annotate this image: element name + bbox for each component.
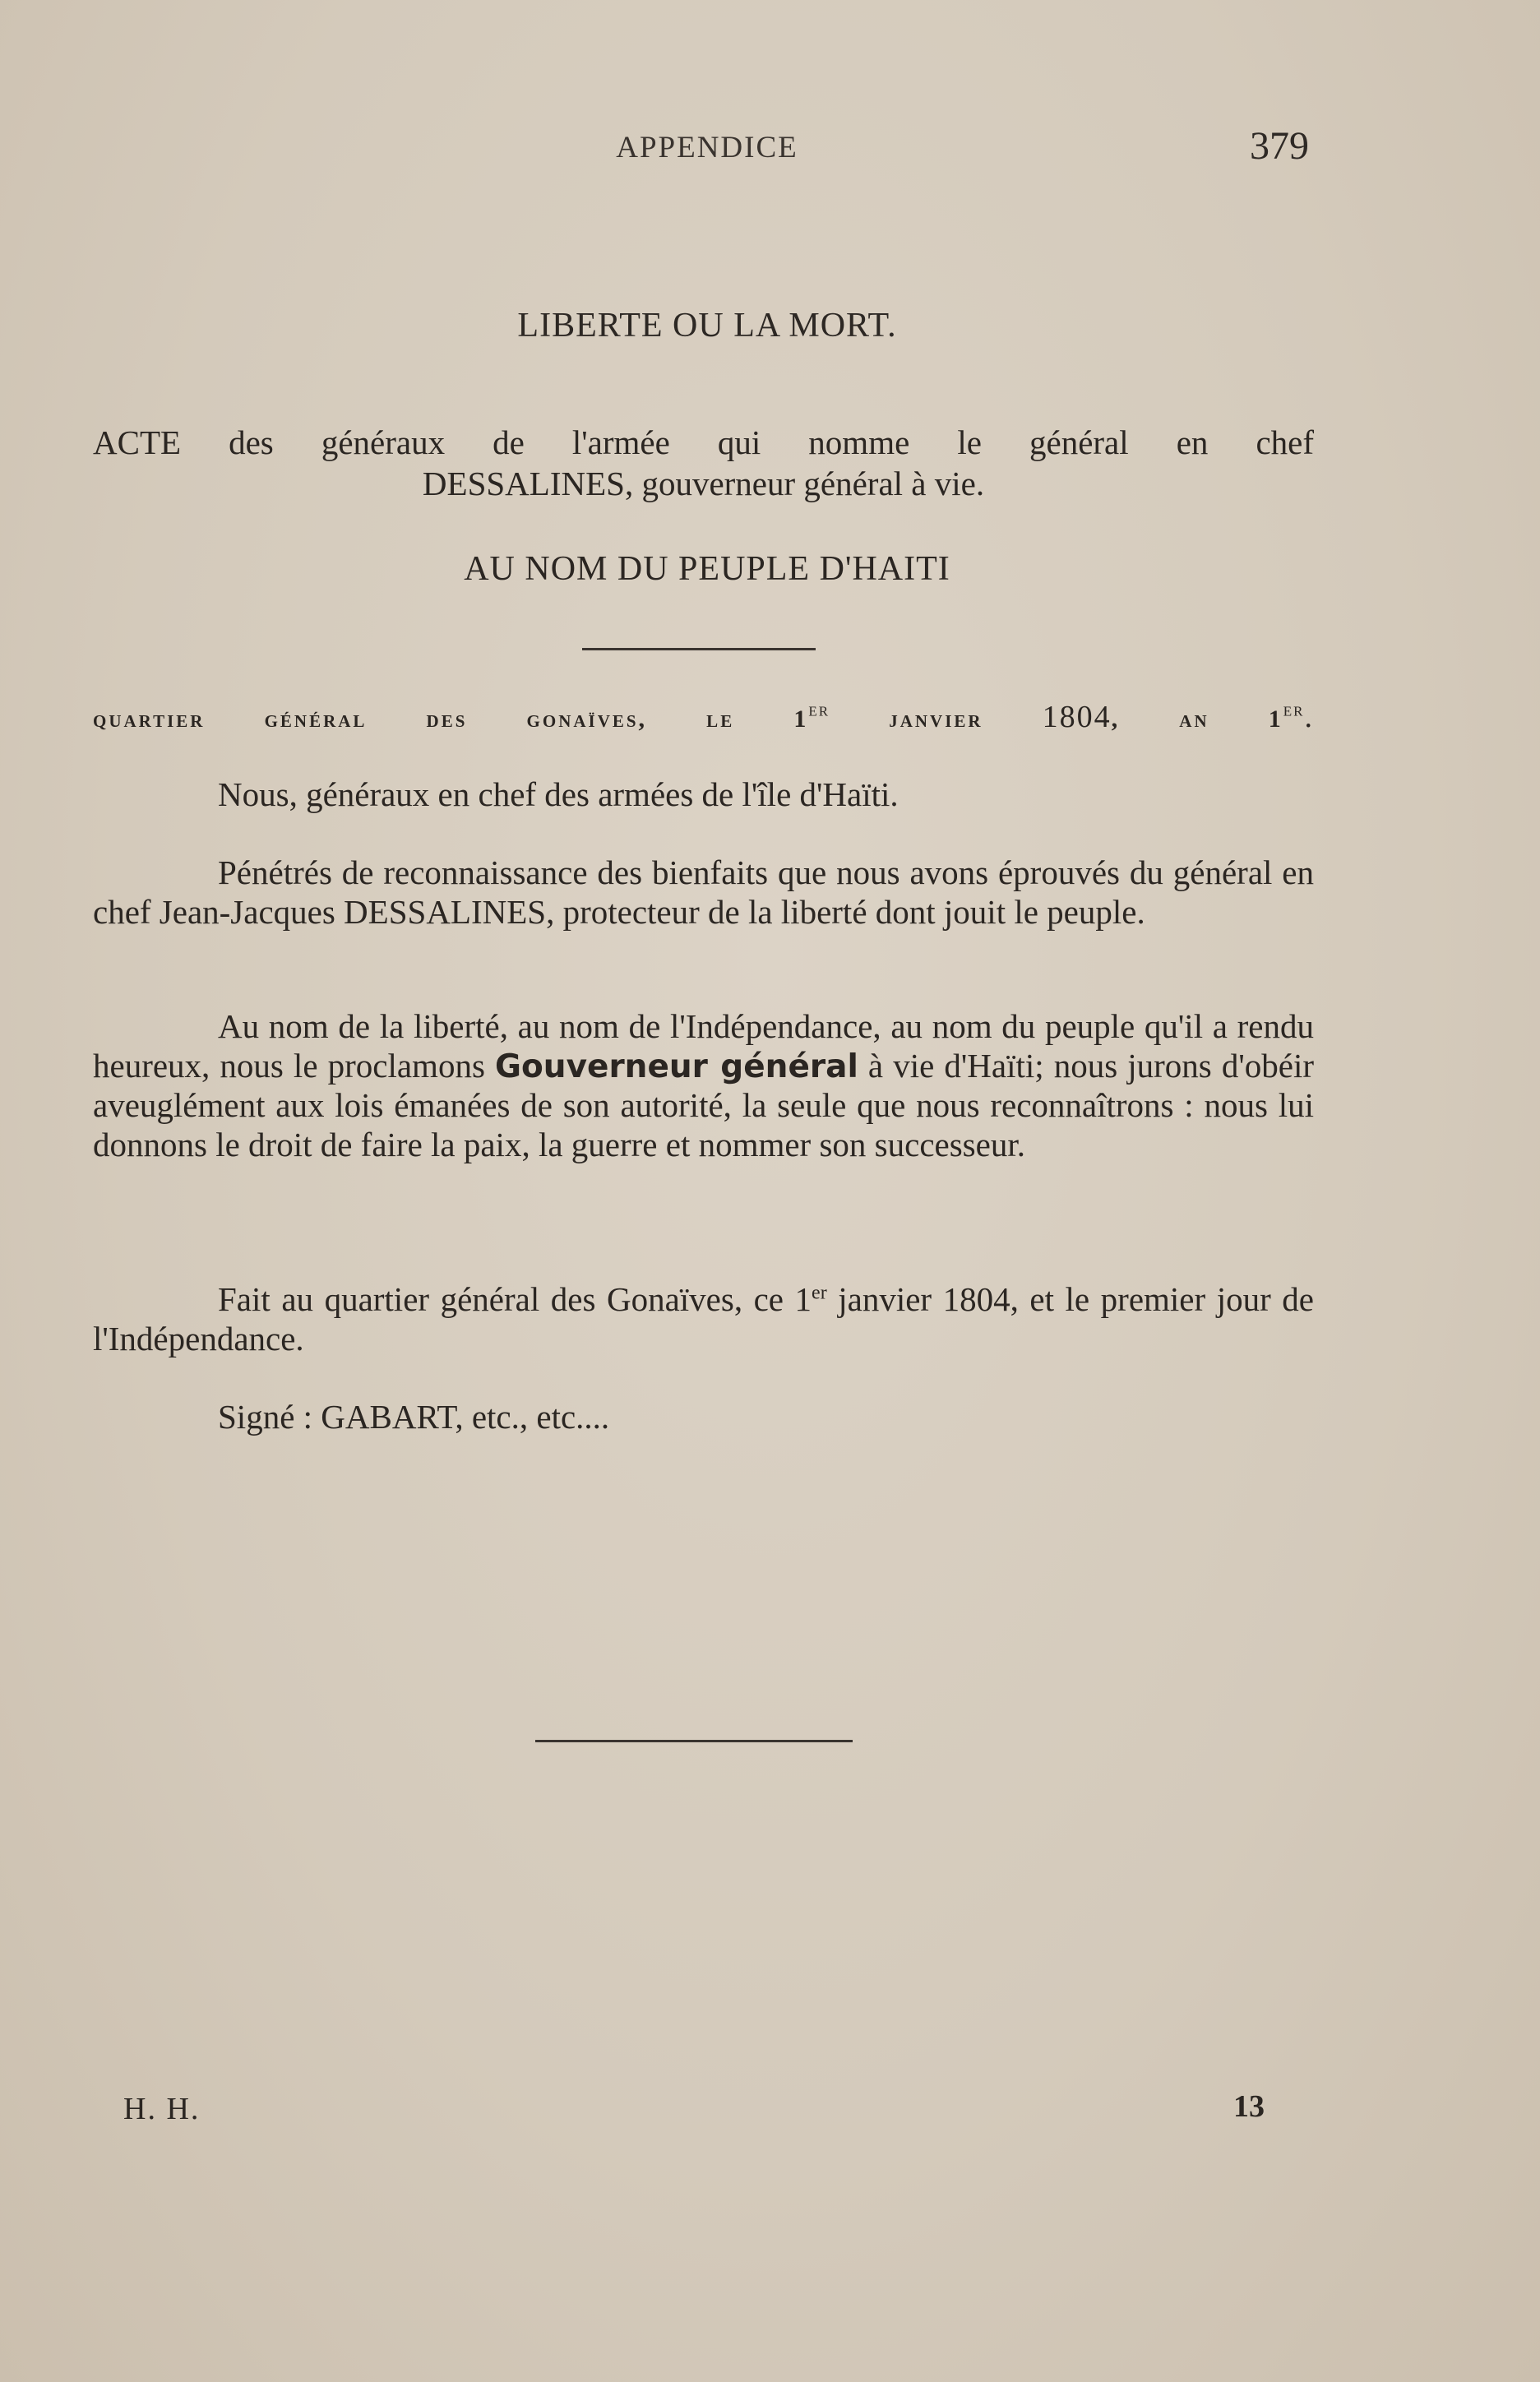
paragraph-4-text-b: janvier 1804, et le premier jour de l'Indépendance.: [93, 1280, 1314, 1358]
paragraph-3-title-emphasis: Gouverneur général: [495, 1048, 858, 1085]
place-date-mid1: janvier: [830, 705, 1043, 733]
divider-rule: [582, 648, 816, 650]
sheet-number: 13: [1233, 2089, 1265, 2124]
end-rule: [535, 1740, 853, 1742]
paragraph-4-text-a: Fait au quartier général des Gonaïves, ce 1: [218, 1280, 812, 1318]
place-date-year: 1804: [1042, 700, 1112, 734]
signature-line: [93, 1398, 1314, 1437]
page-number: 379: [1250, 124, 1309, 168]
place-date-sup1: er: [808, 699, 830, 721]
paragraph-4-sup: er: [812, 1282, 827, 1304]
paragraph-1: [93, 775, 1314, 815]
signature-mark: H. H.: [123, 2092, 201, 2126]
paragraph-2-text: Pénétrés de reconnaissance des bienfaits que nous avons éprouvés du général en chef Jean-Jacques DESSALINES, protecteur de la liberté dont jouit le peuple.: [93, 853, 1314, 931]
paragraph-3-text-c: à vie d'Haïti; nous jurons d'obéir aveuglément aux lois émanées de son autorité, la seule que nous reconnaîtrons : nous lui donnons le droit de faire la paix, la guerre et nommer son successeur.: [93, 1046, 1314, 1163]
paragraph-1-text: Nous, généraux en chef des armées de l'île d'Haïti.: [218, 775, 899, 813]
acte-heading: [93, 422, 1314, 504]
place-date-part1: quartier général des gonaïves, le 1: [93, 705, 809, 733]
running-head: APPENDICE: [616, 131, 798, 164]
au-nom-heading: AU NOM DU PEUPLE D'HAITI: [464, 550, 950, 588]
paragraph-3: [93, 1007, 1314, 1164]
place-date-sup2: er: [1283, 699, 1305, 721]
document-title: LIBERTE OU LA MORT.: [517, 307, 897, 345]
place-date-line: [93, 699, 1314, 735]
place-date-end: .: [1304, 700, 1314, 734]
paragraph-3-text-a: Au nom de la liberté, au nom de l'Indépendance, au nom du peuple qu'il a rendu heureux, nous le proclamons: [93, 1007, 1314, 1085]
place-date-mid2: , an 1: [1111, 705, 1283, 733]
acte-line-1: ACTE des généraux de l'armée qui nomme le général en chef: [93, 423, 1314, 461]
paragraph-2: [93, 853, 1314, 932]
acte-line-2: DESSALINES, gouverneur général à vie.: [422, 465, 985, 502]
paragraph-4: [93, 1280, 1314, 1358]
signature-text: Signé : GABART, etc., etc....: [218, 1398, 610, 1436]
